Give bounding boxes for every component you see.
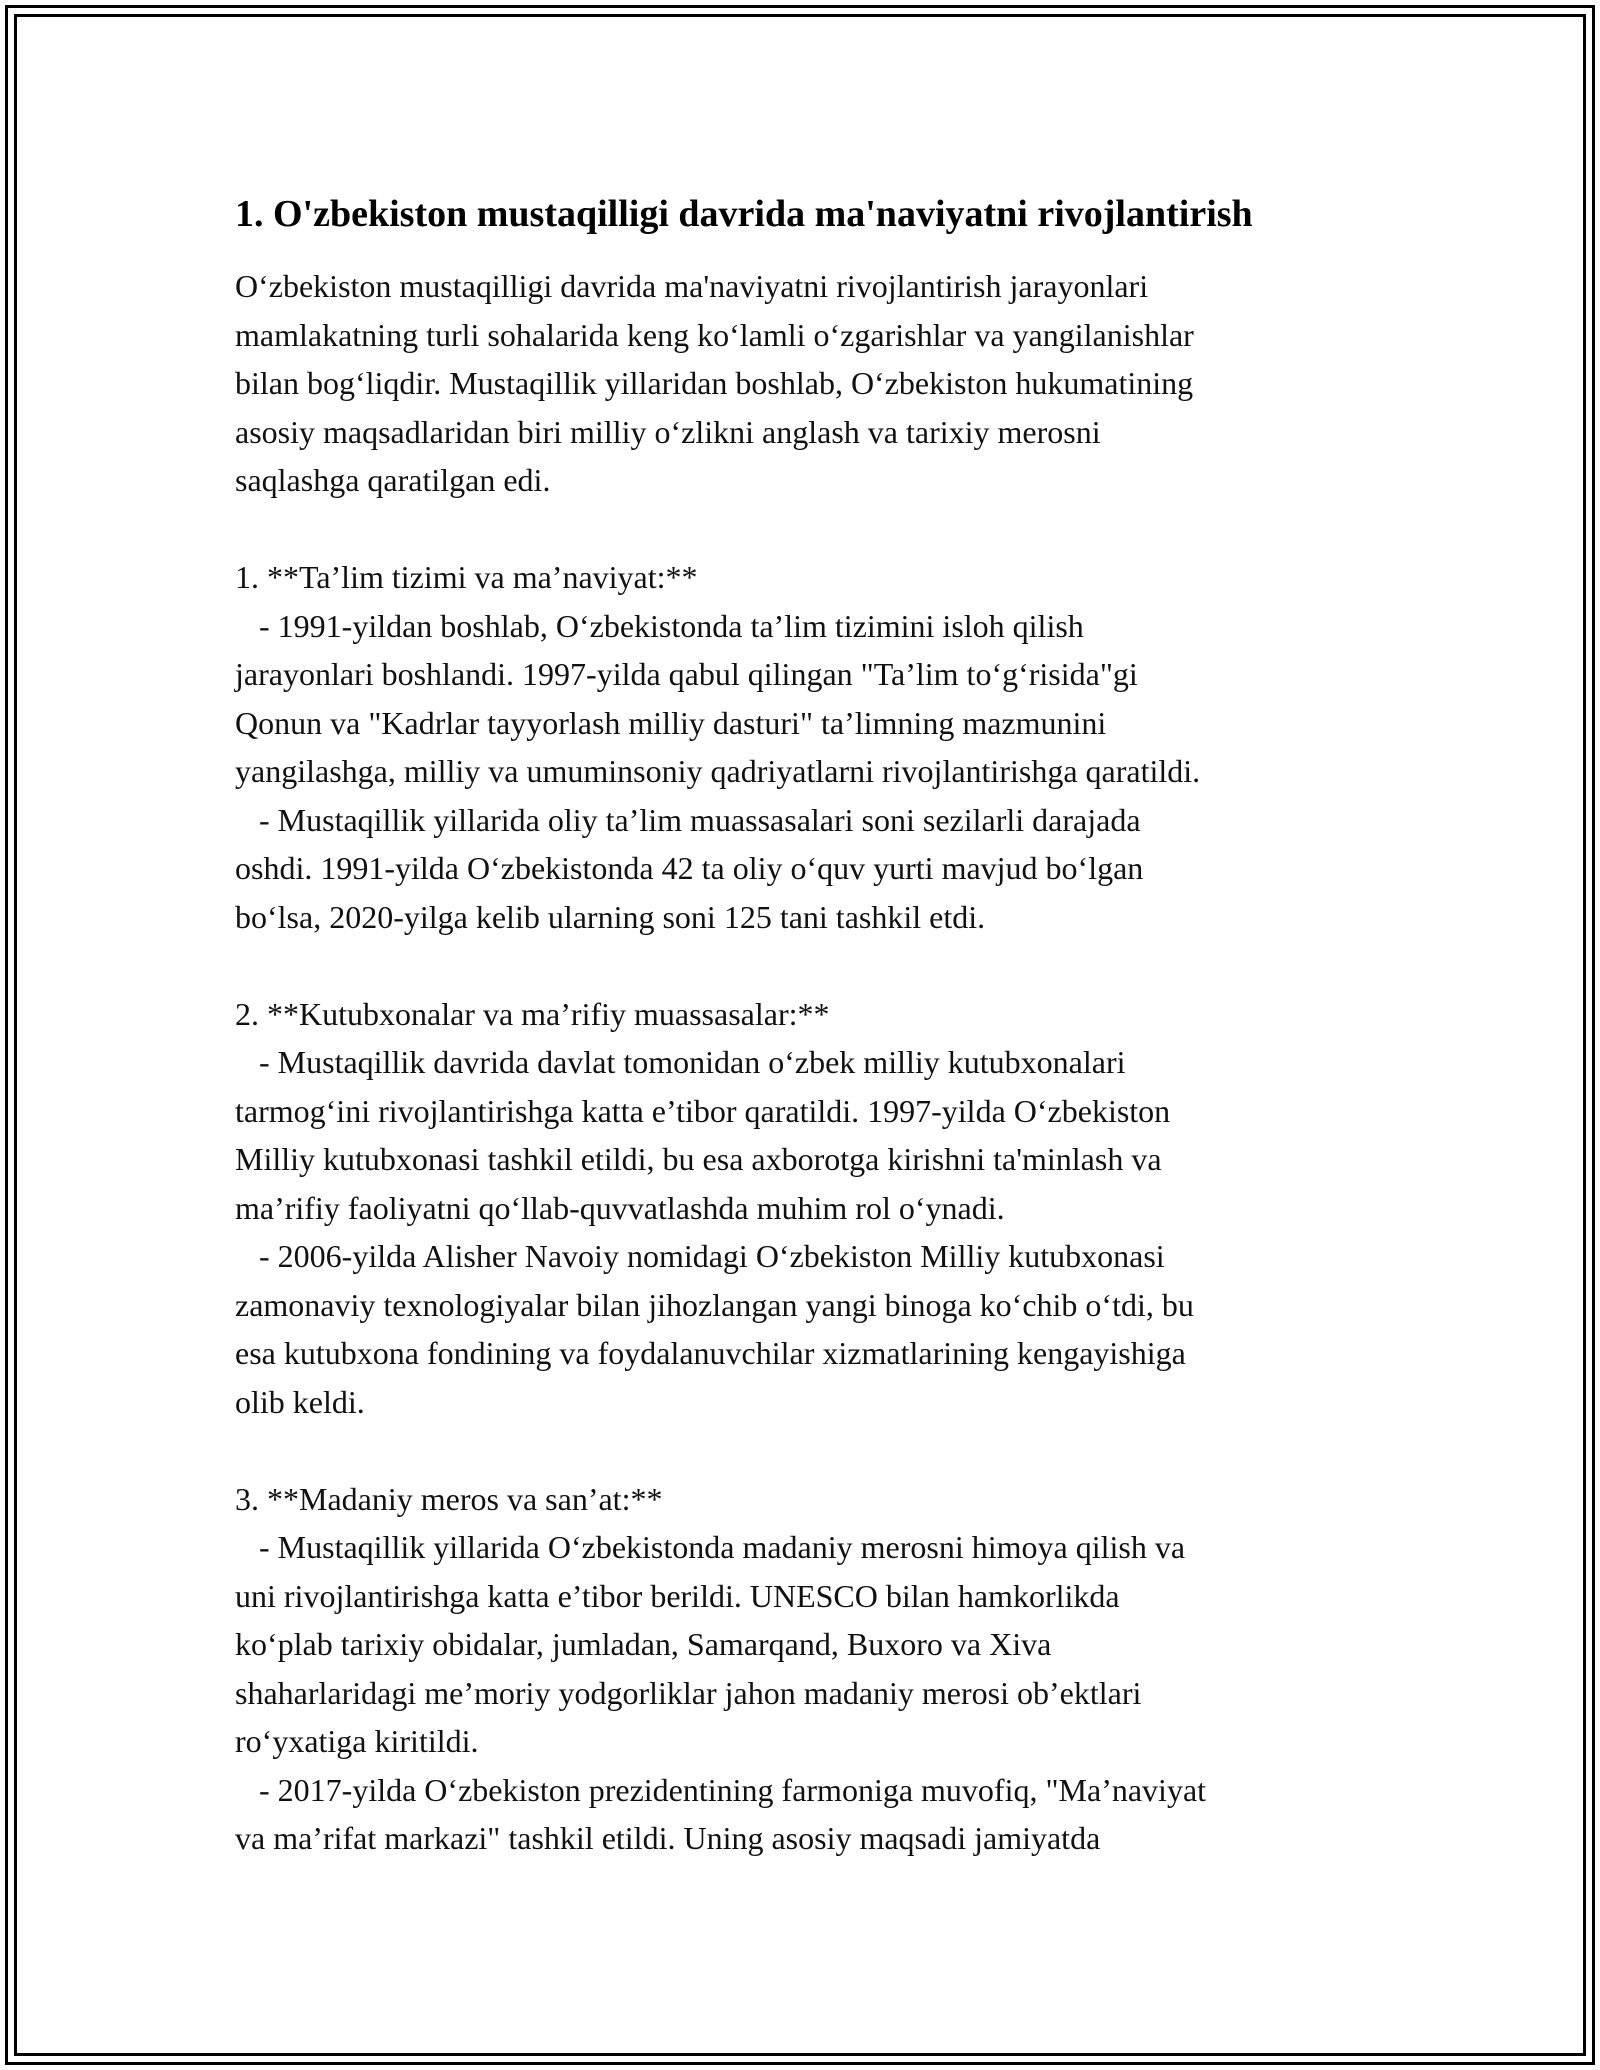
text-line: asosiy maqsadlaridan biri milliy o‘zlikni anglash va tarixiy merosni (235, 413, 1101, 450)
text-line: - 2017-yilda O‘zbekiston prezidentining farmoniga muvofiq, "Ma’naviyat (235, 1771, 1207, 1808)
text-line: Qonun va "Kadrlar tayyorlash milliy dasturi" ta’limning mazmunini (235, 704, 1107, 741)
section-libraries (235, 990, 1385, 1427)
document-title: 1. O'zbekiston mustaqilligi davrida ma'naviyatni rivojlantirish (235, 193, 1253, 235)
text-line: oshdi. 1991-yilda O‘zbekistonda 42 ta oliy o‘quv yurti mavjud bo‘lgan (235, 850, 1144, 886)
intro-paragraph (235, 262, 1385, 505)
text-line: - Mustaqillik davrida davlat tomonidan o‘zbek milliy kutubxonalari (235, 1044, 1126, 1080)
text-line: ko‘plab tarixiy obidalar, jumladan, Samarqand, Buxoro va Xiva (235, 1626, 1052, 1662)
document-body (235, 190, 1385, 1863)
text-line: - 1991-yildan boshlab, O‘zbekistonda ta’lim tizimini isloh qilish (235, 607, 1084, 644)
text-line: uni rivojlantirishga katta e’tibor berildi. UNESCO bilan hamkorlikda (235, 1577, 1120, 1614)
section-heading: 1. **Ta’lim tizimi va ma’naviyat:** (235, 559, 698, 595)
section-heading: 2. **Kutubxonalar va ma’rifiy muassasalar:** (235, 995, 830, 1032)
text-line: ma’rifiy faoliyatni qo‘llab-quvvatlashda muhim rol o‘ynadi. (235, 1189, 1005, 1226)
text-line: mamlakatning turli sohalarida keng ko‘lamli o‘zgarishlar va yangilanishlar (235, 316, 1194, 353)
text-line: - Mustaqillik yillarida oliy ta’lim muassasalari soni sezilarli darajada (235, 801, 1141, 838)
text-line: esa kutubxona fondining va foydalanuvchilar xizmatlarining kengayishiga (235, 1335, 1186, 1371)
paragraph-gap (235, 941, 1385, 990)
paragraph-gap (235, 505, 1385, 554)
text-line: Milliy kutubxonasi tashkil etildi, bu esa axborotga kirishni ta'minlash va (235, 1141, 1162, 1177)
text-line: - Mustaqillik yillarida O‘zbekistonda madaniy merosni himoya qilish va (235, 1529, 1186, 1565)
text-line: O‘zbekiston mustaqilligi davrida ma'naviyatni rivojlantirish jarayonlari (235, 268, 1149, 304)
text-line: zamonaviy texnologiyalar bilan jihozlangan yangi binoga ko‘chib o‘tdi, bu (235, 1286, 1194, 1323)
text-line: bo‘lsa, 2020-yilga kelib ularning soni 125 tani tashkil etdi. (235, 898, 986, 935)
section-heading: 3. **Madaniy meros va san’at:** (235, 1480, 663, 1517)
section-education (235, 553, 1385, 941)
text-line: yangilashga, milliy va umuminsoniy qadriyatlarni rivojlantirishga qaratildi. (235, 753, 1201, 789)
section-heritage (235, 1475, 1385, 1863)
text-line: jarayonlari boshlandi. 1997-yilda qabul qilingan "Ta’lim to‘g‘risida"gi (235, 656, 1138, 692)
text-line: va ma’rifat markazi" tashkil etildi. Uning asosiy maqsadi jamiyatda (235, 1820, 1101, 1856)
text-line: olib keldi. (235, 1383, 365, 1420)
text-line: tarmog‘ini rivojlantirishga katta e’tibor qaratildi. 1997-yilda O‘zbekiston (235, 1092, 1171, 1129)
text-line: saqlashga qaratilgan edi. (235, 462, 551, 498)
text-line: shaharlaridagi me’moriy yodgorliklar jahon madaniy merosi ob’ektlari (235, 1674, 1142, 1711)
text-line: - 2006-yilda Alisher Navoiy nomidagi O‘zbekiston Milliy kutubxonasi (235, 1238, 1165, 1274)
text-line: ro‘yxatiga kiritildi. (235, 1723, 479, 1759)
paragraph-gap (235, 1426, 1385, 1475)
text-line: bilan bog‘liqdir. Mustaqillik yillaridan boshlab, O‘zbekiston hukumatining (235, 365, 1194, 401)
